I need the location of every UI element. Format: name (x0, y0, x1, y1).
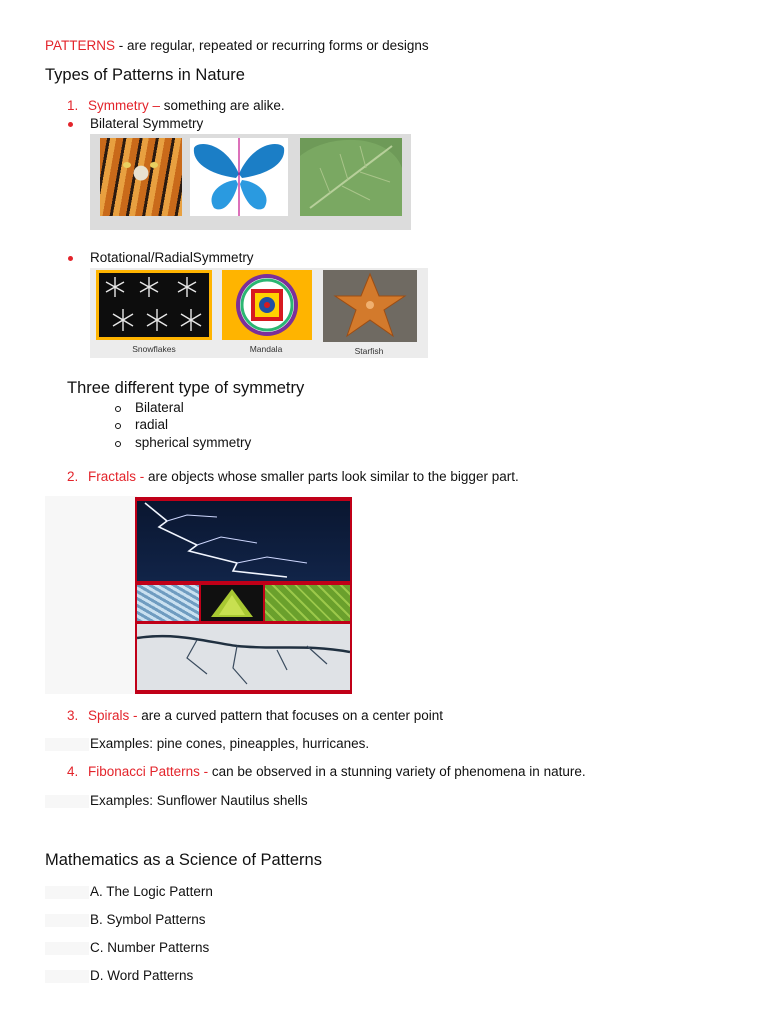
indent-marker (45, 886, 89, 899)
symmetry-type-item: Bilateral (135, 400, 184, 415)
leaf-veins-image (265, 585, 350, 621)
rotational-images (90, 268, 428, 358)
circle-bullet-icon (115, 406, 121, 412)
fractal-images (135, 497, 352, 694)
bullet-icon (68, 122, 73, 127)
lightning-image (137, 501, 350, 581)
spirals-examples: Examples: pine cones, pineapples, hurricanes. (90, 736, 370, 751)
butterfly-image (190, 138, 288, 216)
indent-marker (45, 942, 89, 955)
math-pattern-item: B. Symbol Patterns (90, 912, 206, 927)
fractal-backdrop (45, 496, 137, 694)
mandala-image (222, 270, 312, 340)
symmetry-term: Symmetry – (88, 98, 161, 113)
caption-mandala: Mandala (249, 344, 283, 354)
indent-marker (45, 795, 89, 808)
fibonacci-text: can be observed in a stunning variety of phenomena in nature. (208, 764, 586, 779)
caption-snowflakes: Snowflakes (132, 344, 176, 354)
circle-bullet-icon (115, 441, 121, 447)
patterns-definition-text: - are regular, repeated or recurring forms or designs (115, 38, 429, 53)
item-spirals (67, 708, 443, 723)
starfish-image (323, 270, 417, 342)
circle-bullet-icon (115, 423, 121, 429)
item-number: 3. (67, 708, 79, 723)
section-heading-nature: Types of Patterns in Nature (45, 66, 245, 84)
romanesco-image (201, 585, 263, 621)
fibonacci-examples: Examples: Sunflower Nautilus shells (90, 793, 308, 808)
indent-marker (45, 914, 89, 927)
math-pattern-item: C. Number Patterns (90, 940, 210, 955)
item-symmetry (67, 98, 285, 113)
section-heading-math: Mathematics as a Science of Patterns (45, 851, 322, 869)
fractals-term: Fractals - (88, 469, 145, 484)
snowflakes-image (96, 270, 212, 340)
math-pattern-item: A. The Logic Pattern (90, 884, 213, 899)
item-fractals (67, 469, 519, 484)
item-number: 2. (67, 469, 79, 484)
tiger-image (100, 138, 182, 216)
symmetry-text: something are alike. (160, 98, 285, 113)
spirals-text: are a curved pattern that focuses on a center point (137, 708, 443, 723)
spirals-term: Spirals - (88, 708, 138, 723)
symmetry-types-heading: Three different type of symmetry (67, 379, 305, 397)
frost-image (137, 585, 199, 621)
item-fibonacci (67, 764, 586, 779)
symmetry-type-item: spherical symmetry (135, 435, 252, 450)
math-pattern-item: D. Word Patterns (90, 968, 194, 983)
item-number: 1. (67, 98, 79, 113)
indent-marker (45, 970, 89, 983)
fibonacci-term: Fibonacci Patterns - (88, 764, 209, 779)
item-number: 4. (67, 764, 79, 779)
caption-starfish: Starfish (354, 346, 384, 356)
river-image (137, 624, 350, 690)
patterns-definition (45, 38, 429, 53)
rotational-symmetry-label: Rotational/RadialSymmetry (90, 250, 254, 265)
patterns-term: PATTERNS (45, 38, 116, 53)
leaf-image (300, 138, 402, 216)
bullet-icon (68, 256, 73, 261)
indent-marker (45, 738, 89, 751)
bilateral-images (90, 134, 411, 230)
symmetry-type-item: radial (135, 417, 169, 432)
fractals-text: are objects whose smaller parts look similar to the bigger part. (144, 469, 519, 484)
bilateral-symmetry-label: Bilateral Symmetry (90, 116, 204, 131)
